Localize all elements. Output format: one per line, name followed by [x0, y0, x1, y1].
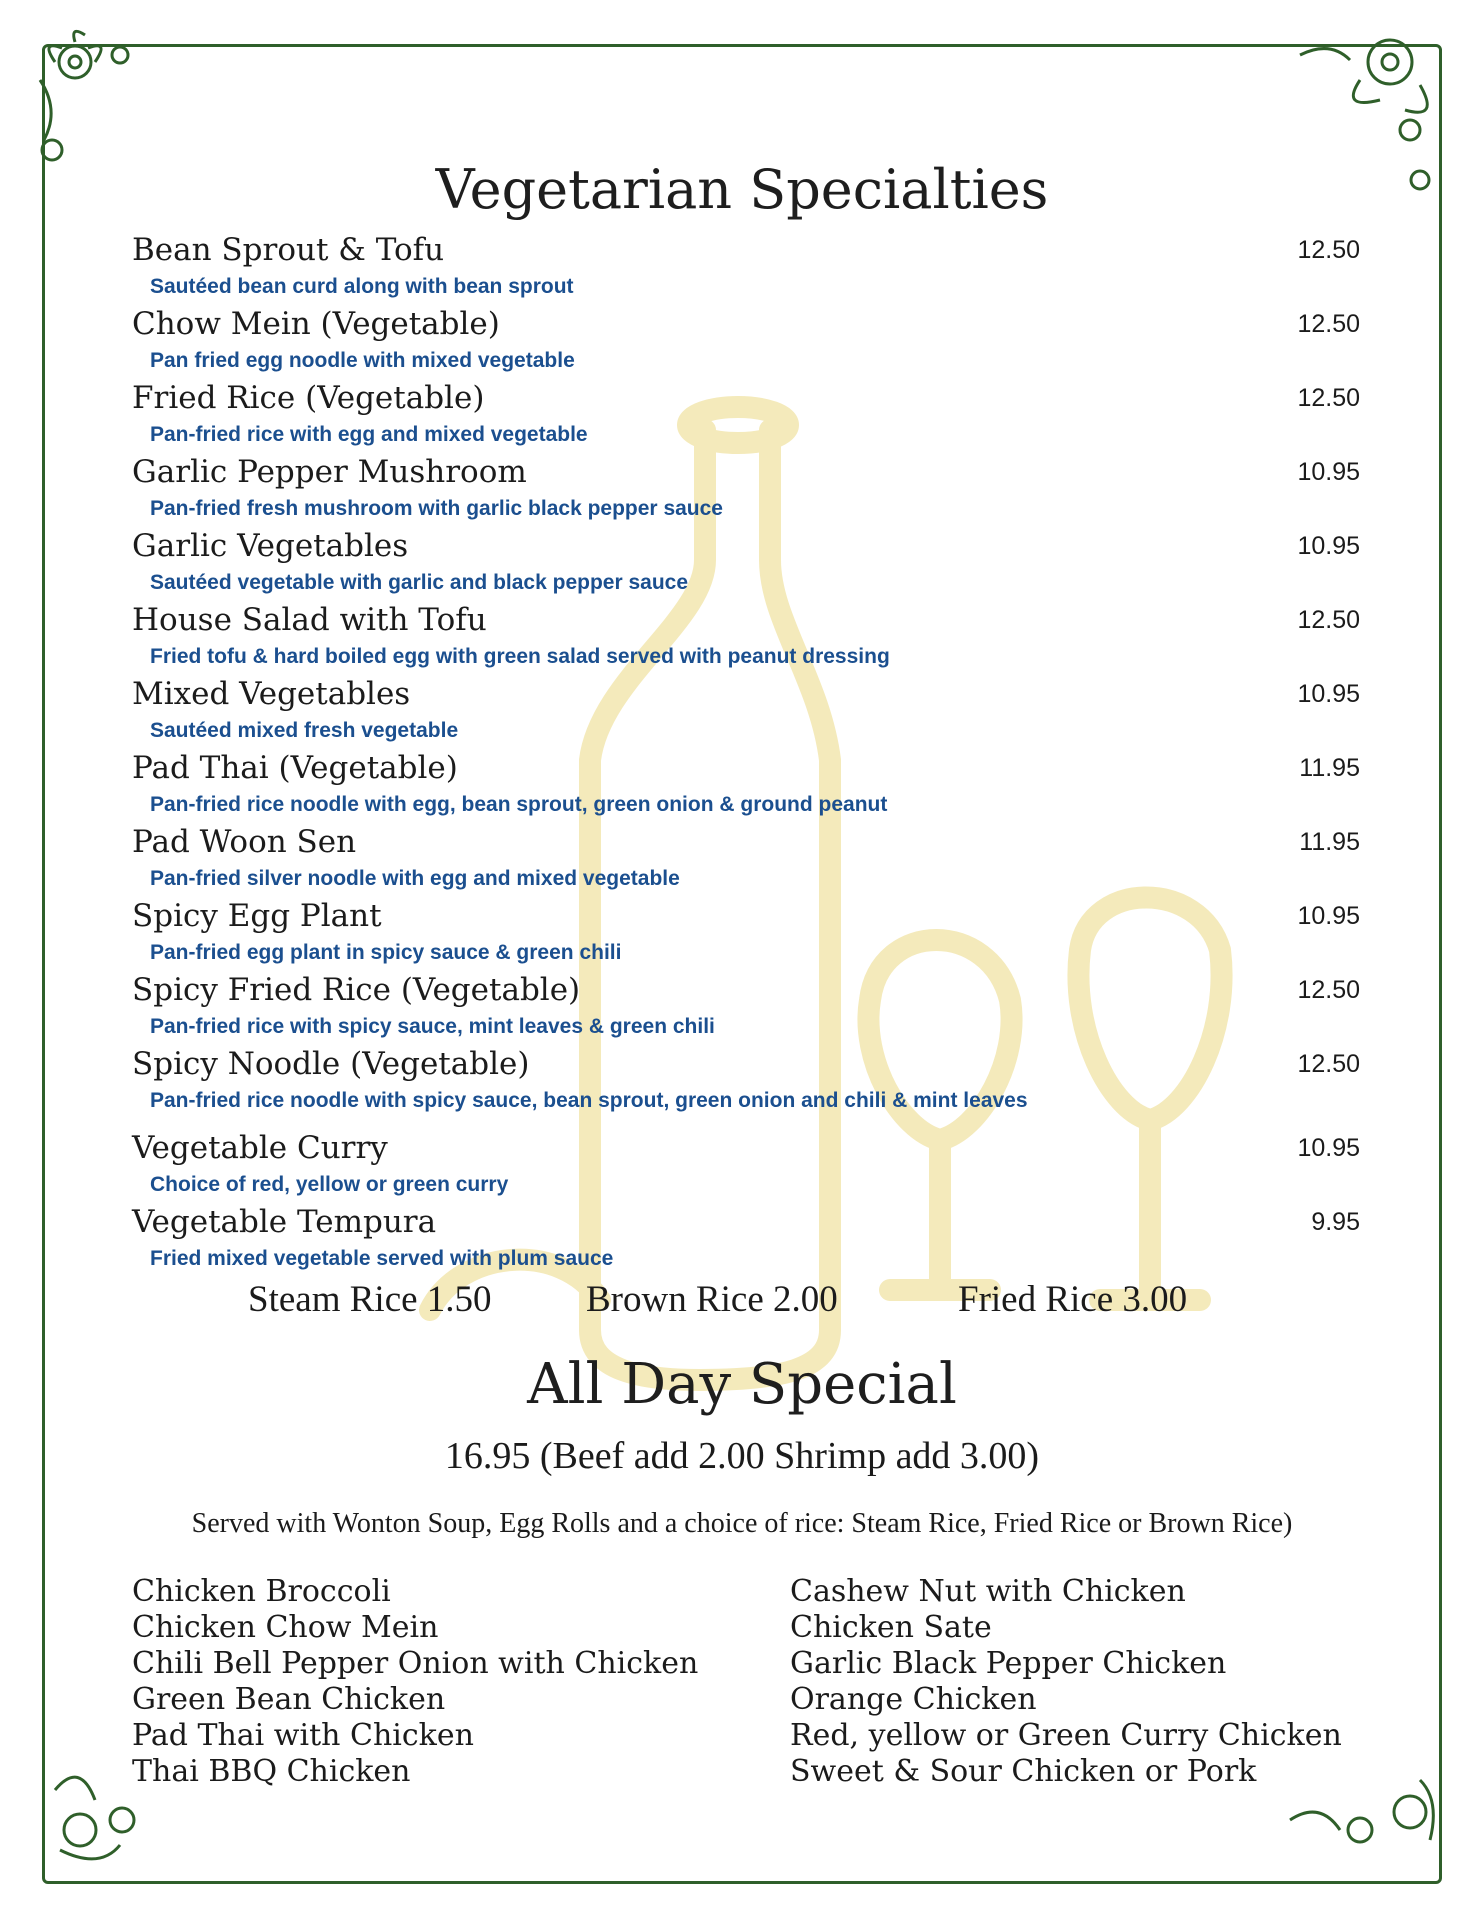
menu-item-name: Vegetable Tempura	[132, 1204, 437, 1240]
rice-option-steam: Steam Rice 1.50	[248, 1279, 492, 1320]
special-list-right	[790, 1574, 1342, 1790]
all-day-special-title: All Day Special	[527, 1352, 957, 1417]
menu-item-price: 12.50	[1297, 310, 1360, 338]
menu-item-description: Pan-fried fresh mushroom with garlic black pepper sauce	[150, 497, 723, 520]
menu-item-description: Pan-fried rice noodle with egg, bean sprout, green onion & ground peanut	[150, 793, 888, 816]
menu-item-description: Sautéed mixed fresh vegetable	[150, 719, 459, 742]
list-item: Cashew Nut with Chicken	[790, 1574, 1186, 1609]
menu-item-price: 12.50	[1297, 236, 1360, 264]
menu-item-price: 11.95	[1299, 828, 1360, 856]
menu-item-name: Spicy Egg Plant	[132, 898, 382, 934]
menu-item-description: Choice of red, yellow or green curry	[150, 1173, 509, 1196]
menu-item-description: Sautéed bean curd along with bean sprout	[150, 275, 574, 298]
menu-item-name: Chow Mein (Vegetable)	[132, 306, 500, 342]
list-item: Garlic Black Pepper Chicken	[790, 1646, 1227, 1681]
all-day-special-note: Served with Wonton Soup, Egg Rolls and a choice of rice: Steam Rice, Fried Rice or Brown Rice)	[191, 1508, 1293, 1539]
menu-item-description: Sautéed vegetable with garlic and black pepper sauce	[150, 571, 689, 594]
menu-item-description: Pan-fried silver noodle with egg and mixed vegetable	[150, 867, 680, 890]
menu-item-price: 12.50	[1297, 1050, 1360, 1078]
menu-item-price: 12.50	[1297, 976, 1360, 1004]
menu-item-name: Pad Woon Sen	[132, 824, 357, 860]
list-item: Chicken Chow Mein	[132, 1610, 439, 1645]
list-item: Chicken Sate	[790, 1610, 992, 1645]
all-day-special-price: 16.95 (Beef add 2.00 Shrimp add 3.00)	[444, 1435, 1040, 1477]
menu-item-price: 12.50	[1297, 606, 1360, 634]
list-item: Pad Thai with Chicken	[132, 1718, 474, 1753]
menu-item-name: Spicy Noodle (Vegetable)	[132, 1046, 530, 1082]
menu-item-price: 9.95	[1311, 1208, 1360, 1236]
menu-item-description: Fried tofu & hard boiled egg with green salad served with peanut dressing	[150, 645, 890, 668]
list-item: Thai BBQ Chicken	[132, 1754, 411, 1789]
menu-item-price: 10.95	[1297, 458, 1360, 486]
menu-item-name: Garlic Pepper Mushroom	[132, 454, 527, 490]
menu-item-description: Pan-fried rice with spicy sauce, mint leaves & green chili	[150, 1015, 715, 1038]
list-item: Red, yellow or Green Curry Chicken	[790, 1718, 1342, 1753]
menu-item-price: 10.95	[1297, 902, 1360, 930]
menu-item-price: 10.95	[1297, 1134, 1360, 1162]
menu-item-price: 10.95	[1297, 680, 1360, 708]
menu-item-name: House Salad with Tofu	[132, 602, 487, 638]
menu-item-price: 11.95	[1299, 754, 1360, 782]
menu-item-name: Spicy Fried Rice (Vegetable)	[132, 972, 581, 1008]
menu-item-name: Fried Rice (Vegetable)	[132, 380, 485, 416]
menu-item-description: Pan-fried rice noodle with spicy sauce, bean sprout, green onion and chili & mint leaves	[150, 1089, 1028, 1112]
rice-option-fried: Fried Rice 3.00	[958, 1279, 1188, 1320]
list-item: Chili Bell Pepper Onion with Chicken	[132, 1646, 699, 1681]
list-item: Green Bean Chicken	[132, 1682, 446, 1717]
menu-item-name: Vegetable Curry	[132, 1130, 388, 1166]
menu-item-description: Pan fried egg noodle with mixed vegetable	[150, 349, 575, 372]
list-item: Orange Chicken	[790, 1682, 1037, 1717]
menu-item-description: Fried mixed vegetable served with plum sauce	[150, 1247, 614, 1270]
rice-option-brown: Brown Rice 2.00	[586, 1279, 838, 1320]
menu-item-price: 12.50	[1297, 384, 1360, 412]
vegetarian-section-title: Vegetarian Specialties	[435, 158, 1049, 221]
list-item: Chicken Broccoli	[132, 1574, 391, 1609]
special-list-left	[132, 1574, 698, 1790]
list-item: Sweet & Sour Chicken or Pork	[790, 1754, 1257, 1789]
menu-item-description: Pan-fried rice with egg and mixed vegetable	[150, 423, 588, 446]
menu-item-price: 10.95	[1297, 532, 1360, 560]
menu-item-name: Mixed Vegetables	[132, 676, 411, 712]
menu-item-name: Pad Thai (Vegetable)	[132, 750, 458, 786]
menu-item-name: Garlic Vegetables	[132, 528, 409, 564]
menu-item-name: Bean Sprout & Tofu	[132, 232, 445, 268]
menu-item-description: Pan-fried egg plant in spicy sauce & green chili	[150, 941, 622, 964]
